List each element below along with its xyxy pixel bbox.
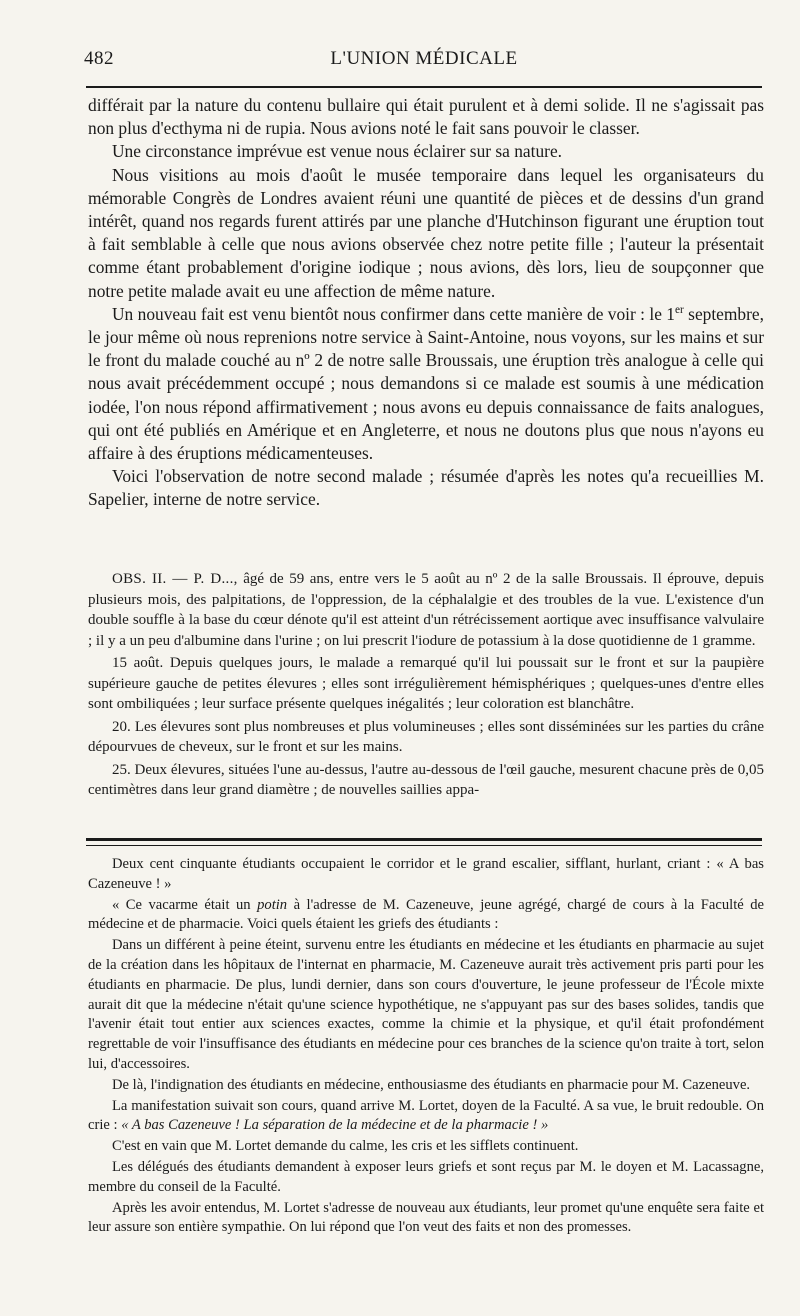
- feuilleton-paragraph-2-start: « Ce vacarme était un: [112, 896, 258, 913]
- feuilleton-paragraph-2-end: à l'adresse de M. Cazeneuve, jeune agrégé, chargé de cours à la Faculté de médecine et de pharmacie. Voici quels étaient les griefs des étudiants :: [88, 896, 764, 933]
- feuilleton-paragraph-6: C'est en vain que M. Lortet demande du calme, les cris et les sifflets continuent.: [112, 1138, 579, 1155]
- main-paragraph-4: [88, 303, 764, 465]
- observation-paragraph-2: 15 août. Depuis quelques jours, le malade a remarqué qu'il lui poussait sur le front et sur la paupière supérieure gauche de petites élevures ; elles sont irrégulièrement hémisphériques ; quelques-unes d'entre elles sont ombiliquées ; leur surface présente quelques inégalités ; leur coloration est blanchâtre.: [88, 655, 764, 712]
- feuilleton-rule-thick: [86, 838, 762, 841]
- journal-title: L'UNION MÉDICALE: [330, 48, 518, 69]
- feuilleton-paragraph-5: [88, 1097, 764, 1137]
- observation-paragraph-4: 25. Deux élevures, situées l'une au-dessus, l'autre au-dessous de l'œil gauche, mesurent chacune près de 0,05 centimètres dans leur grand diamètre ; de nouvelles saillies appa-: [88, 761, 764, 798]
- observation-paragraph-3: 20. Les élevures sont plus nombreuses et plus volumineuses ; elles sont disséminées sur les parties du crâne dépourvues de cheveux, sur le front et sur les mains.: [88, 718, 764, 755]
- page-number: 482: [84, 48, 114, 69]
- main-paragraph-4-start: Un nouveau fait est venu bientôt nous confirmer dans cette manière de voir : le 1: [112, 303, 676, 324]
- observation-intro: âgé de 59 ans, entre vers le 5 août au nº 2 de la salle Broussais. Il éprouve, depuis plusieurs mois, des palpitations, de l'oppression, de la céphalalgie et des troubles de la vue. L'existence d'un double souffle à la base du cœur dénote qu'il est atteint d'un rétrécissement aortique avec insuffisance valvulaire ; il y a un peu d'albumine dans l'urine ; on lui prescrit l'iodure de potassium à la dose quotidienne de 1 gramme.: [88, 571, 764, 649]
- feuilleton-italic-quote: « A bas Cazeneuve ! La séparation de la médecine et de la pharmacie ! »: [121, 1117, 549, 1134]
- feuilleton-paragraph-4: De là, l'indignation des étudiants en médecine, enthousiasme des étudiants en pharmacie pour M. Cazeneuve.: [112, 1076, 751, 1093]
- feuilleton-section: [88, 855, 764, 1239]
- feuilleton-paragraph-7: Les délégués des étudiants demandent à exposer leurs griefs et sont reçus par M. le doyen et M. Lacassagne, membre du conseil de la Faculté.: [88, 1158, 764, 1195]
- main-paragraph-5: Voici l'observation de notre second malade ; résumée d'après les notes qu'a recueillies M. Sapelier, interne de notre service.: [88, 466, 764, 510]
- feuilleton-paragraph-3: Dans un différent à peine éteint, survenu entre les étudiants en médecine et les étudiants en pharmacie au sujet de la création dans les hôpitaux de l'internat en pharmacie, M. Cazeneuve aurait très activement pris parti pour les étudiants en pharmacie. De plus, lundi dernier, dans son cours d'ouverture, le jeune professeur de l'École mixte aurait dit que la médecine n'était qu'une science hypothétique, ne s'appuyant pas sur des bases solides, tandis que l'avenir était tout entier aux sciences exactes, comme la chimie et la physique, et qu'il était profondément regrettable de voir l'insuffisance des étudiants en médecine pour ces branches de la science qu'on traite à tort, selon lui, d'accessoires.: [88, 937, 764, 1072]
- main-article-text: [88, 94, 764, 512]
- feuilleton-italic-word: potin: [257, 896, 288, 913]
- feuilleton-paragraph-8: Après les avoir entendus, M. Lortet s'adresse de nouveau aux étudiants, leur promet qu'une enquête sera faite et leur assure son entière sympathie. On lui répond que l'on veut des faits et non des promesses.: [88, 1199, 764, 1236]
- ordinal-superscript: er: [675, 304, 684, 317]
- header-rule: [86, 86, 762, 88]
- running-header: [84, 48, 764, 74]
- main-paragraph-2: Une circonstance imprévue est venue nous éclairer sur sa nature.: [112, 141, 563, 162]
- feuilleton-rule-thin: [86, 845, 762, 846]
- clinical-observation: [88, 569, 764, 803]
- feuilleton-paragraph-2: [88, 896, 764, 936]
- main-paragraph-1: différait par la nature du contenu bullaire qui était purulent et à demi solide. Il ne s'agissait pas non plus d'ecthyma ni de rupia. Nous avions noté le fait sans pouvoir le classer.: [88, 95, 764, 139]
- observation-paragraph-1: [88, 569, 764, 651]
- feuilleton-paragraph-1: Deux cent cinquante étudiants occupaient le corridor et le grand escalier, sifflant, hurlant, criant : « A bas Cazeneuve ! »: [88, 856, 764, 892]
- feuilleton-paragraph-5-start: La manifestation suivait son cours, quand arrive M. Lortet, doyen de la Faculté. A sa vue, le bruit redouble. On crie :: [88, 1097, 764, 1134]
- main-paragraph-3: Nous visitions au mois d'août le musée temporaire dans lequel les organisateurs du mémorable Congrès de Londres avaient réuni une quantité de pièces et de dessins d'un grand intérêt, quand nos regards furent attirés par une planche d'Hutchinson figurant une éruption tout à fait semblable à celle que nous avions observée chez notre petite fille ; l'auteur la présentait comme étant probablement d'origine iodique ; nous avions, dès lors, lieu de soupçonner que notre petite malade avait eu une affection de même nature.: [88, 164, 764, 301]
- observation-label: OBS. II. — P. D...,: [112, 571, 238, 587]
- main-paragraph-4-end: septembre, le jour même où nous reprenions notre service à Saint-Antoine, nous voyons, sur les mains et sur le front du malade couché au nº 2 de notre salle Broussais, une éruption très analogue à celle qui nous avait précédemment occupé ; nous demandons si ce malade est soumis à une médication iodée, l'on nous répond affirmativement ; nous avons eu depuis connaissance de faits analogues, qui ont été publiés en Amérique et en Angleterre, et nous ne doutons plus que nous n'ayons eu affaire à des éruptions médicamenteuses.: [88, 303, 764, 464]
